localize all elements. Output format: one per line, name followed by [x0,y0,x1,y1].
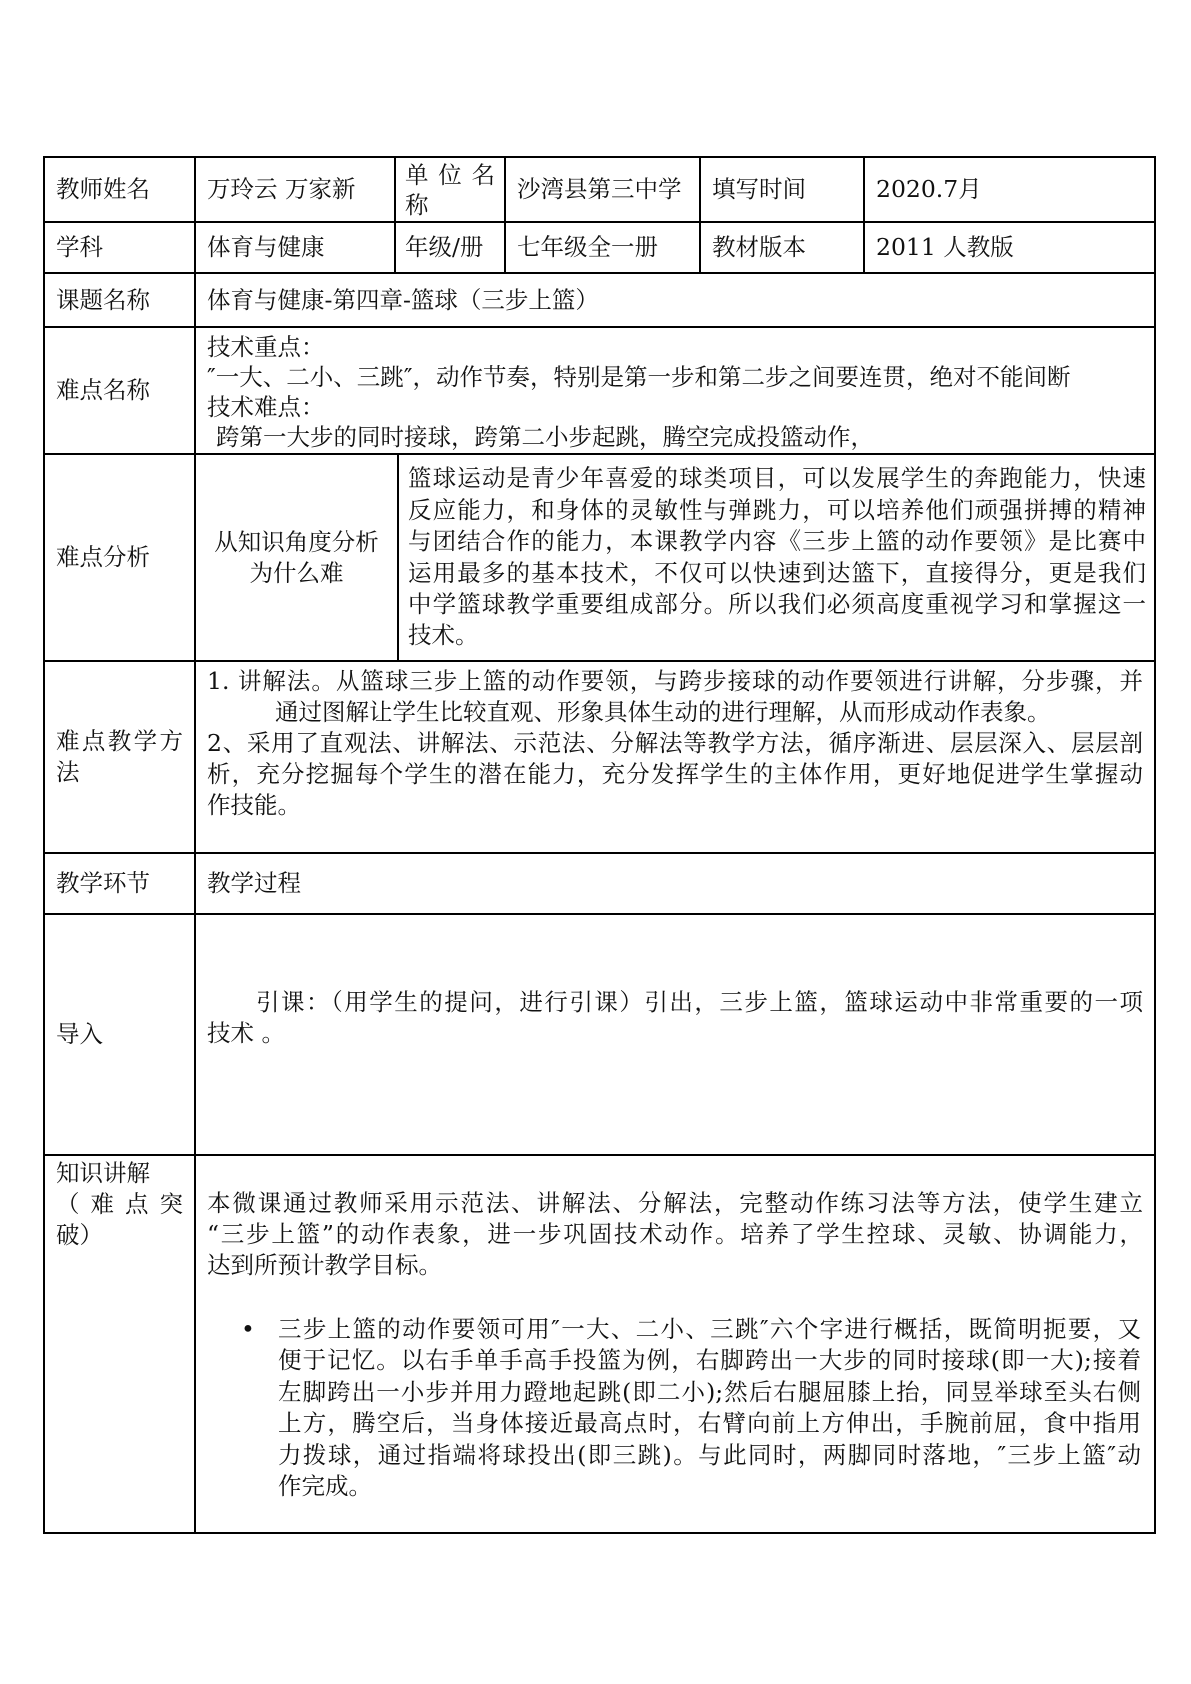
difficulty-name-label: 难点名称 [56,376,150,404]
intro-label: 导入 [56,1020,103,1048]
text-line: 2、采用了直观法、讲解法、示范法、分解法等教学方法，循序渐进、层层深入、层层剖 [207,729,1143,757]
bullet-marker-icon: • [241,1315,255,1343]
text-line: 技术难点： [207,393,325,421]
process-step-label: 教学环节 [56,869,150,897]
difficulty-analysis-label-cell [43,453,196,662]
edition-label: 教材版本 [712,233,806,261]
edition-value: 2011 人教版 [876,233,1014,261]
text-line: 技术 。 [207,1019,285,1047]
unit-label-line: 单 位 名 [405,160,495,189]
perspective-line: 从知识角度分析 [214,527,379,556]
topic-value: 体育与健康-第四章-篮球（三步上篮） [207,285,599,314]
text-line: 篮球运动是青少年喜爱的球类项目，可以发展学生的奔跑能力，快速 [408,464,1146,493]
teacher-name-label-cell [43,156,196,223]
teaching-method-content-cell [194,660,1156,854]
process-header: 教学过程 [207,869,301,897]
analysis-perspective-cell [194,453,399,662]
difficulty-name-content-cell [194,326,1156,455]
text-line: ″一大、二小、三跳″，动作节奏，特别是第一步和第二步之间要连贯，绝对不能间断 [207,363,1071,391]
text-line: 便于记忆。以右手单手高手投篮为例，右脚跨出一大步的同时接球(即一大);接着 [278,1346,1141,1375]
grade-label: 年级/册 [405,233,484,261]
difficulty-analysis-label: 难点分析 [56,543,150,571]
edition-value-cell [863,221,1156,274]
text-line: 跨第一大步的同时接球，跨第二小步起跳，腾空完成投篮动作， [216,423,874,451]
subject-value: 体育与健康 [207,233,325,261]
teacher-name-value-cell [194,156,396,223]
teaching-method-label-cell [43,660,196,854]
subject-label: 学科 [56,233,103,261]
text-line: 上方，腾空后，当身体接近最高点时，右臂向前上方伸出，手腕前屈，食中指用 [278,1409,1141,1438]
subject-value-cell [194,221,396,274]
topic-label-cell [43,272,196,328]
text-line: 通过图解让学生比较直观、形象具体生动的进行理解，从而形成动作表象。 [275,698,1051,726]
text-line: 本微课通过教师采用示范法、讲解法、分解法，完整动作练习法等方法，使学生建立 [207,1189,1143,1217]
text-line: 技术重点： [207,333,325,361]
grade-value-cell [504,221,701,274]
date-value-cell [863,156,1156,223]
knowledge-label-cell [43,1154,196,1534]
topic-value-cell [194,272,1156,328]
text-line: 技术。 [408,621,479,650]
subject-label-cell [43,221,196,274]
text-line: 左脚跨出一小步并用力蹬地起跳(即二小);然后右腿屈膝上抬，同昱举球至头右侧 [278,1377,1141,1406]
grade-label-cell [394,221,506,274]
date-label: 填写时间 [712,175,806,203]
date-label-cell [699,156,865,223]
knowledge-label-line: （ 难 点 突 [56,1190,183,1218]
text-line: 作技能。 [207,791,301,819]
process-step-label-cell [43,852,196,915]
unit-value: 沙湾县第三中学 [517,175,682,203]
teacher-name-value: 万玲云 万家新 [207,175,356,203]
text-line: 三步上篮的动作要领可用″一大、二小、三跳″六个字进行概括，既简明扼要，又 [278,1315,1141,1343]
teaching-method-label-line: 难点教学方 [56,727,183,755]
text-line: “三步上篮”的动作表象，进一步巩固技术动作。培养了学生控球、灵敏、协调能力， [207,1220,1143,1248]
intro-label-cell [43,913,196,1156]
edition-label-cell [699,221,865,274]
text-line: 中学篮球教学重要组成部分。所以我们必须高度重视学习和掌握这一 [408,589,1146,618]
text-line: 析，充分挖掘每个学生的潜在能力，充分发挥学生的主体作用，更好地促进学生掌握动 [207,760,1143,788]
text-line: 作完成。 [278,1471,372,1500]
intro-content-cell [194,913,1156,1156]
text-line: 引课：（用学生的提问，进行引课）引出，三步上篮，篮球运动中非常重要的一项 [256,988,1143,1016]
knowledge-content-cell [194,1154,1156,1534]
unit-value-cell [504,156,701,223]
teacher-name-label: 教师姓名 [56,175,150,203]
topic-label: 课题名称 [56,285,150,314]
text-line: 与团结合作的能力，本课教学内容《三步上篮的动作要领》是比赛中 [408,527,1146,556]
text-line: 力拨球，通过指端将球投出(即三跳)。与此同时，两脚同时落地，″三步上篮″动 [278,1440,1141,1469]
teaching-method-label-line: 法 [56,758,80,786]
difficulty-name-label-cell [43,326,196,455]
date-value: 2020.7月 [876,175,982,203]
text-line: 反应能力，和身体的灵敏性与弹跳力，可以培养他们顽强拼搏的精神 [408,495,1146,524]
text-line: 1. 讲解法。从篮球三步上篮的动作要领，与跨步接球的动作要领进行讲解，分步骤，并 [207,667,1143,695]
unit-label-cell [394,156,506,223]
perspective-line: 为什么难 [249,558,344,587]
knowledge-label-line: 知识讲解 [56,1159,150,1187]
process-header-cell [194,852,1156,915]
grade-value: 七年级全一册 [517,233,658,261]
text-line: 达到所预计教学目标。 [207,1251,442,1279]
knowledge-label-line: 破） [56,1221,103,1249]
text-line: 运用最多的基本技术，不仅可以快速到达篮下，直接得分，更是我们 [408,558,1146,587]
difficulty-analysis-content-cell [397,453,1156,662]
unit-label-line: 称 [405,190,429,219]
knowledge-paragraph [207,1188,1143,1281]
bullet-list-item [207,1314,1143,1502]
